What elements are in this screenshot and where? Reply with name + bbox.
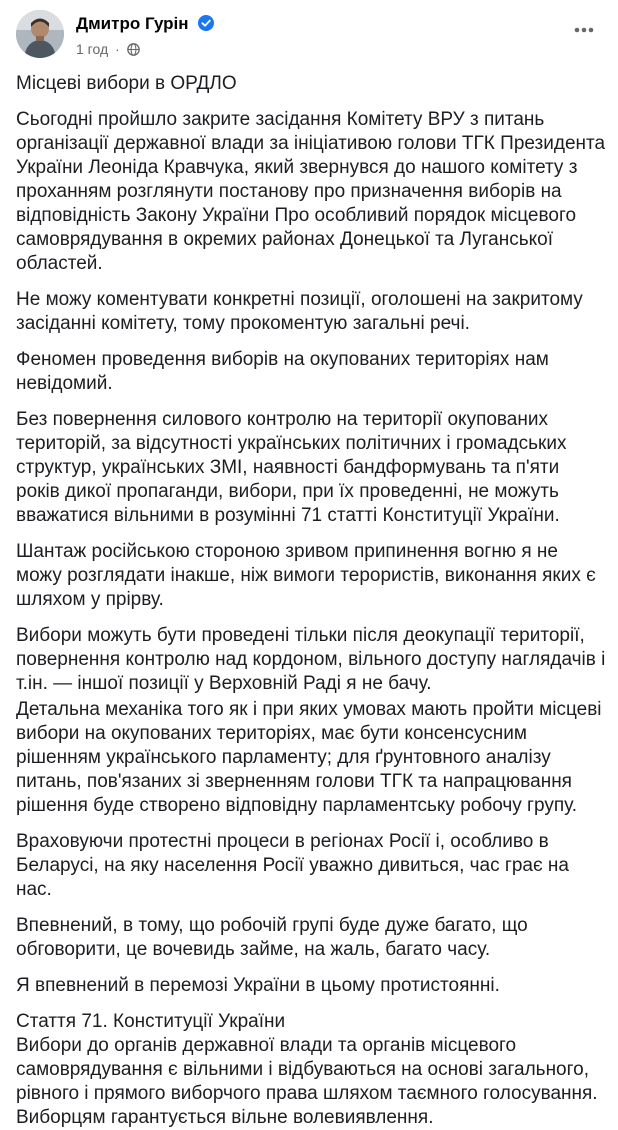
post-paragraph: Я впевнений в перемозі України в цьому протистоянні. bbox=[16, 975, 500, 996]
article-heading: Стаття 71. Конституції України bbox=[16, 1011, 286, 1032]
post-paragraph: Вибори можуть бути проведені тільки після деокупації території, повернення контролю над кордоном, вільного доступу наглядачів і т.ін. — іншої позиції у Верховній Раді я не бачу. bbox=[16, 625, 606, 694]
author-name[interactable] bbox=[76, 14, 214, 34]
post-paragraph: Сьогодні пройшло закрите засідання Комітету ВРУ з питань організації державної влади за ініціативою голови ТГК Президента України Леоніда Кравчука, який звернувся до нашого комітету з проханням розглянути постанову про призначення виборів на відповідність Закону України Про особливий порядок місцевого самоврядування в окремих районах Донецької та Луганської областей. bbox=[16, 109, 606, 274]
post-paragraph: Впевнений, в тому, що робочій групі буде дуже багато, що обговорити, це вочевидь займе, на жаль, багато часу. bbox=[16, 915, 528, 960]
meta-separator: · bbox=[115, 41, 120, 57]
article-text: Вибори до органів державної влади та органів місцевого самоврядування є вільними і відбуваються на основі загального, рівного і прямого виборчого права шляхом таємного голосування. Виборцям гарантується вільне волевиявлення. bbox=[16, 1035, 598, 1128]
verified-badge-icon bbox=[198, 15, 214, 31]
post-paragraph: Враховуючи протестні процеси в регіонах Росії і, особливо в Беларусі, на яку населення Росії уважно дивиться, час грає на нас. bbox=[16, 831, 569, 900]
post-meta bbox=[76, 41, 140, 57]
post-header bbox=[16, 10, 602, 64]
post-paragraph: Шантаж російською стороною зривом припинення вогню я не можу розглядати інакше, ніж вимоги терористів, виконання яких є шляхом у прірву. bbox=[16, 541, 596, 610]
post-body bbox=[16, 64, 606, 1130]
post-paragraph: Детальна механіка того як і при яких умовах мають пройти місцеві вибори на окупованих територіях, має бути консенсусним рішенням українського парламенту; для ґрунтовного аналізу питань, пов'язаних зі зверненням голови ТГК та напрацювання рішення буде створено відповідну парламентську робочу групу. bbox=[16, 699, 602, 816]
avatar[interactable] bbox=[16, 10, 64, 58]
post-paragraph: Не можу коментувати конкретні позиції, оголошені на закритому засіданні комітету, тому прокоментую загальні речі. bbox=[16, 289, 583, 334]
post-timestamp[interactable]: 1 год bbox=[76, 41, 109, 57]
globe-icon[interactable] bbox=[127, 43, 140, 56]
more-options-icon[interactable] bbox=[570, 20, 598, 40]
post-title: Місцеві вибори в ОРДЛО bbox=[16, 73, 237, 94]
post-paragraph: Без повернення силового контролю на території окупованих територій, за відсутності українських політичних і громадських структур, українських ЗМІ, наявності бандформувань та п'яти років дикої пропаганди, вибори, при їх проведенні, не можуть вважатися вільними в розумінні 71 статті Конституції України. bbox=[16, 409, 567, 526]
author-name-text: Дмитро Гурін bbox=[76, 14, 189, 33]
post-paragraph: Феномен проведення виборів на окупованих територіях нам невідомий. bbox=[16, 349, 549, 394]
